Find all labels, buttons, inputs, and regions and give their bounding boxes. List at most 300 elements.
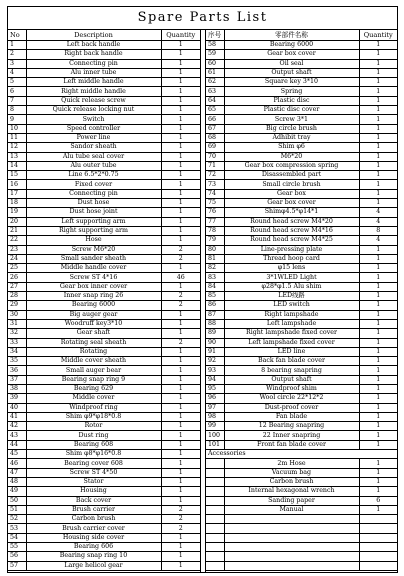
part-quantity: 1 — [161, 161, 200, 170]
part-quantity: 4 — [359, 208, 397, 217]
part-description: Large helicol gear — [26, 561, 161, 570]
empty-cell — [359, 552, 397, 561]
part-quantity: 1 — [161, 533, 200, 542]
part-quantity: 1 — [359, 189, 397, 198]
part-quantity: 1 — [161, 189, 200, 198]
header-quantity: Quantity — [161, 30, 200, 41]
part-quantity: 1 — [161, 68, 200, 77]
part-description: Middle cover — [26, 394, 161, 403]
part-quantity: 1 — [161, 329, 200, 338]
part-number: 66 — [206, 115, 224, 124]
table-row — [8, 533, 200, 542]
part-quantity: 1 — [161, 422, 200, 431]
part-quantity: 1 — [359, 115, 397, 124]
table-row — [206, 254, 397, 263]
part-description: Rotor — [26, 422, 161, 431]
part-quantity: 1 — [161, 171, 200, 180]
part-description: Bearing 629 — [26, 384, 161, 393]
part-description: Brush carrier — [26, 505, 161, 514]
part-number: 68 — [206, 133, 224, 142]
table-row — [206, 78, 397, 87]
part-quantity: 1 — [359, 180, 397, 189]
part-number: 73 — [206, 180, 224, 189]
table-row — [206, 217, 397, 226]
part-description: Hose — [26, 236, 161, 245]
part-number: 81 — [206, 254, 224, 263]
part-quantity: 1 — [161, 282, 200, 291]
part-description: Middle cover sheath — [26, 357, 161, 366]
empty-row — [206, 543, 397, 552]
part-quantity: 4 — [359, 217, 397, 226]
part-quantity: 1 — [359, 133, 397, 142]
part-number: 90 — [206, 338, 224, 347]
part-quantity: 1 — [359, 152, 397, 161]
part-number: 24 — [8, 254, 26, 263]
part-number: 7 — [8, 96, 26, 105]
part-quantity: 1 — [359, 254, 397, 263]
table-row — [206, 366, 397, 375]
part-quantity: 1 — [161, 543, 200, 552]
part-description: Dust-proof cover — [224, 403, 359, 412]
table-row — [8, 282, 200, 291]
table-row — [206, 394, 397, 403]
part-quantity: 1 — [161, 375, 200, 384]
part-quantity: 1 — [161, 152, 200, 161]
accessory-row — [206, 487, 397, 496]
table-row — [8, 319, 200, 328]
part-quantity: 2 — [161, 524, 200, 533]
part-description: Sandor sheath — [26, 143, 161, 152]
part-description: Housing — [26, 487, 161, 496]
table-row — [8, 422, 200, 431]
accessory-description: 2m Hose — [224, 459, 359, 468]
table-row — [206, 50, 397, 59]
part-description: Right middle handle — [26, 87, 161, 96]
table-row — [8, 366, 200, 375]
part-number: 82 — [206, 264, 224, 273]
part-quantity: 1 — [161, 124, 200, 133]
part-quantity: 1 — [359, 310, 397, 319]
part-quantity: 1 — [161, 552, 200, 561]
accessory-quantity: 1 — [359, 505, 397, 514]
page-title: Spare Parts List — [8, 7, 397, 30]
part-description: Gear box cover — [224, 50, 359, 59]
accessory-number — [206, 459, 224, 468]
part-quantity: 1 — [161, 561, 200, 570]
empty-cell — [206, 561, 224, 570]
part-description: Round head screw M4*25 — [224, 236, 359, 245]
empty-cell — [224, 533, 359, 542]
accessory-quantity: 6 — [359, 496, 397, 505]
accessory-row — [206, 459, 397, 468]
table-row — [206, 412, 397, 421]
part-number: 58 — [206, 41, 224, 50]
part-description: Bearing snap ring 10 — [26, 552, 161, 561]
part-quantity: 1 — [359, 422, 397, 431]
part-quantity: 1 — [359, 161, 397, 170]
part-description: Left back handle — [26, 41, 161, 50]
right-parts-table — [206, 30, 397, 571]
table-row — [206, 375, 397, 384]
table-row — [206, 292, 397, 301]
part-number: 38 — [8, 384, 26, 393]
part-description: Windproof shim — [224, 384, 359, 393]
table-row — [206, 403, 397, 412]
empty-cell — [359, 561, 397, 570]
part-number: 41 — [8, 412, 26, 421]
part-quantity: 1 — [359, 106, 397, 115]
part-number: 92 — [206, 357, 224, 366]
part-description: Big circle brush — [224, 124, 359, 133]
table-row — [206, 143, 397, 152]
part-number: 54 — [8, 533, 26, 542]
part-description: Middle handle cover — [26, 264, 161, 273]
part-description: LED switch — [224, 301, 359, 310]
part-quantity: 1 — [161, 487, 200, 496]
table-row — [8, 133, 200, 142]
table-row — [8, 115, 200, 124]
part-quantity: 1 — [359, 245, 397, 254]
table-row — [8, 431, 200, 440]
part-description: Round head screw M4*20 — [224, 217, 359, 226]
table-row — [206, 236, 397, 245]
part-description: Power line — [26, 133, 161, 142]
table-row — [8, 394, 200, 403]
part-description: Inner snap ring 26 — [26, 292, 161, 301]
table-row — [206, 264, 397, 273]
empty-row — [206, 533, 397, 542]
empty-cell — [224, 524, 359, 533]
part-description: Shim φ8*φ16*0.8 — [26, 450, 161, 459]
part-quantity: 1 — [359, 301, 397, 310]
part-description: Gear shaft — [26, 329, 161, 338]
part-description: Fixed cover — [26, 180, 161, 189]
part-description: Screw M6*20 — [26, 245, 161, 254]
part-quantity: 1 — [359, 412, 397, 421]
part-number: 3 — [8, 59, 26, 68]
part-number: 17 — [8, 189, 26, 198]
part-description: M6*20 — [224, 152, 359, 161]
part-quantity: 1 — [161, 468, 200, 477]
header-number: No — [8, 30, 26, 41]
part-quantity: 1 — [359, 282, 397, 291]
accessory-quantity: 1 — [359, 477, 397, 486]
part-quantity: 1 — [359, 347, 397, 356]
part-number: 36 — [8, 366, 26, 375]
part-number: 86 — [206, 301, 224, 310]
empty-cell — [206, 543, 224, 552]
table-row — [206, 115, 397, 124]
part-quantity: 1 — [359, 440, 397, 449]
part-number: 60 — [206, 59, 224, 68]
table-row — [8, 515, 200, 524]
part-description: Brush carrier cover — [26, 524, 161, 533]
table-row — [206, 189, 397, 198]
part-number: 97 — [206, 403, 224, 412]
part-description: Shim φ6 — [224, 143, 359, 152]
part-number: 47 — [8, 468, 26, 477]
part-description: Small sander sheath — [26, 254, 161, 263]
table-row — [206, 68, 397, 77]
part-description: Output shaft — [224, 68, 359, 77]
part-number: 25 — [8, 264, 26, 273]
part-quantity: 1 — [359, 143, 397, 152]
accessory-number — [206, 477, 224, 486]
part-number: 30 — [8, 310, 26, 319]
part-number: 14 — [8, 161, 26, 170]
table-row — [206, 161, 397, 170]
table-row — [8, 161, 200, 170]
part-description: Shim φ9*φ18*0.8 — [26, 412, 161, 421]
part-quantity: 1 — [359, 292, 397, 301]
accessory-number — [206, 496, 224, 505]
table-row — [8, 403, 200, 412]
part-number: 57 — [8, 561, 26, 570]
table-row — [8, 87, 200, 96]
part-quantity: 1 — [161, 496, 200, 505]
empty-cell — [206, 515, 224, 524]
header-description: 零部件名称 — [224, 30, 359, 41]
table-row — [206, 41, 397, 50]
part-quantity: 1 — [359, 338, 397, 347]
part-number: 5 — [8, 78, 26, 87]
accessory-quantity: 1 — [359, 459, 397, 468]
part-number: 79 — [206, 236, 224, 245]
part-number: 32 — [8, 329, 26, 338]
part-quantity: 1 — [161, 59, 200, 68]
part-quantity: 1 — [161, 208, 200, 217]
part-number: 99 — [206, 422, 224, 431]
part-number: 50 — [8, 496, 26, 505]
part-quantity: 1 — [161, 412, 200, 421]
part-description: Back fan blade cover — [224, 357, 359, 366]
part-description: Bearing 6000 — [26, 301, 161, 310]
table-row — [206, 180, 397, 189]
part-quantity: 1 — [359, 124, 397, 133]
part-quantity: 1 — [161, 319, 200, 328]
part-description: Output shaft — [224, 375, 359, 384]
part-description: 12 Bearing snapring — [224, 422, 359, 431]
table-row — [8, 468, 200, 477]
part-description: Gear box cover — [224, 199, 359, 208]
accessory-number — [206, 487, 224, 496]
part-number: 29 — [8, 301, 26, 310]
table-row — [8, 68, 200, 77]
part-number: 20 — [8, 217, 26, 226]
part-description: Right supporting arm — [26, 226, 161, 235]
part-quantity: 1 — [359, 199, 397, 208]
part-quantity: 1 — [161, 143, 200, 152]
table-row — [8, 292, 200, 301]
table-row — [206, 357, 397, 366]
part-number: 45 — [8, 450, 26, 459]
part-quantity: 1 — [161, 87, 200, 96]
part-quantity: 1 — [161, 96, 200, 105]
part-quantity: 1 — [359, 68, 397, 77]
empty-row — [206, 524, 397, 533]
part-description: Oil seal — [224, 59, 359, 68]
accessory-row — [206, 496, 397, 505]
part-description: Quick release screw — [26, 96, 161, 105]
part-quantity: 1 — [359, 96, 397, 105]
part-quantity: 1 — [161, 133, 200, 142]
part-quantity: 1 — [359, 78, 397, 87]
part-description: Bearing 6000 — [224, 41, 359, 50]
part-number: 48 — [8, 477, 26, 486]
empty-cell — [359, 533, 397, 542]
table-row — [8, 384, 200, 393]
table-header-row — [206, 30, 397, 41]
part-description: Dust hose — [26, 199, 161, 208]
part-quantity: 1 — [359, 319, 397, 328]
part-number: 74 — [206, 189, 224, 198]
empty-row — [206, 515, 397, 524]
part-quantity: 1 — [161, 264, 200, 273]
part-number: 69 — [206, 143, 224, 152]
part-quantity: 2 — [161, 254, 200, 263]
table-row — [206, 124, 397, 133]
table-row — [206, 431, 397, 440]
part-quantity: 1 — [161, 199, 200, 208]
part-quantity: 1 — [359, 273, 397, 282]
accessory-quantity: 1 — [359, 468, 397, 477]
part-number: 19 — [8, 208, 26, 217]
part-quantity: 1 — [161, 450, 200, 459]
part-quantity: 2 — [161, 338, 200, 347]
part-quantity: 2 — [161, 292, 200, 301]
part-number: 11 — [8, 133, 26, 142]
table-row — [206, 319, 397, 328]
table-row — [8, 329, 200, 338]
part-number: 63 — [206, 87, 224, 96]
part-number: 76 — [206, 208, 224, 217]
part-number: 94 — [206, 375, 224, 384]
part-description: Switch — [26, 115, 161, 124]
part-quantity: 1 — [161, 366, 200, 375]
table-row — [206, 329, 397, 338]
table-row — [8, 375, 200, 384]
part-quantity: 1 — [161, 217, 200, 226]
part-description: Front fan blade cover — [224, 440, 359, 449]
part-quantity: 1 — [161, 347, 200, 356]
part-description: Line 6.5*2*0.75 — [26, 171, 161, 180]
part-quantity: 1 — [161, 236, 200, 245]
part-quantity: 1 — [161, 459, 200, 468]
part-number: 40 — [8, 403, 26, 412]
table-row — [8, 310, 200, 319]
part-number: 51 — [8, 505, 26, 514]
part-description: Alu tube seal cover — [26, 152, 161, 161]
part-number: 8 — [8, 106, 26, 115]
part-description: Gear box inner cover — [26, 282, 161, 291]
part-number: 52 — [8, 515, 26, 524]
part-number: 44 — [8, 440, 26, 449]
part-quantity: 1 — [161, 431, 200, 440]
table-row — [206, 440, 397, 449]
table-row — [8, 477, 200, 486]
table-row — [8, 143, 200, 152]
empty-cell — [359, 543, 397, 552]
part-number: 23 — [8, 245, 26, 254]
table-row — [8, 505, 200, 514]
accessory-description: Sanding paper — [224, 496, 359, 505]
table-row — [8, 357, 200, 366]
table-row — [8, 459, 200, 468]
part-number: 67 — [206, 124, 224, 133]
part-description: Stator — [26, 477, 161, 486]
table-row — [8, 254, 200, 263]
table-row — [206, 152, 397, 161]
part-quantity: 1 — [161, 310, 200, 319]
table-row — [206, 338, 397, 347]
part-description: Plastic disc — [224, 96, 359, 105]
empty-cell — [206, 533, 224, 542]
table-row — [8, 41, 200, 50]
table-row — [8, 208, 200, 217]
part-description: Right lampshade — [224, 310, 359, 319]
part-description: Quick release locking nut — [26, 106, 161, 115]
part-number: 43 — [8, 431, 26, 440]
part-description: Big auger gear — [26, 310, 161, 319]
part-description: Alu inner tube — [26, 68, 161, 77]
part-description: Gear box compression spring — [224, 161, 359, 170]
part-description: Disassembled part — [224, 171, 359, 180]
accessory-row — [206, 505, 397, 514]
part-quantity: 1 — [161, 115, 200, 124]
part-quantity: 1 — [359, 50, 397, 59]
part-quantity: 1 — [161, 226, 200, 235]
table-row — [206, 199, 397, 208]
table-row — [8, 524, 200, 533]
table-row — [8, 301, 200, 310]
part-quantity: 1 — [161, 357, 200, 366]
part-quantity: 1 — [161, 50, 200, 59]
left-parts-table — [8, 30, 200, 571]
part-number: 2 — [8, 50, 26, 59]
table-row — [8, 106, 200, 115]
part-number: 75 — [206, 199, 224, 208]
table-row — [8, 412, 200, 421]
accessory-description: Manual — [224, 505, 359, 514]
empty-cell — [359, 515, 397, 524]
part-number: 101 — [206, 440, 224, 449]
empty-cell — [224, 543, 359, 552]
spare-parts-sheet — [7, 6, 398, 573]
part-number: 88 — [206, 319, 224, 328]
part-description: Line-pressing plate — [224, 245, 359, 254]
empty-cell — [206, 524, 224, 533]
table-row — [8, 347, 200, 356]
table-row — [8, 496, 200, 505]
part-quantity: 1 — [161, 78, 200, 87]
table-row — [206, 273, 397, 282]
part-quantity: 46 — [161, 273, 200, 282]
part-quantity: 1 — [359, 59, 397, 68]
part-number: 34 — [8, 347, 26, 356]
table-header-row — [8, 30, 200, 41]
accessory-number — [206, 468, 224, 477]
part-description: Shimφ4.5*φ14*1 — [224, 208, 359, 217]
table-row — [206, 87, 397, 96]
part-quantity: 2 — [161, 515, 200, 524]
part-quantity: 8 — [359, 226, 397, 235]
part-description: Right lampshade fixed cover — [224, 329, 359, 338]
part-number: 21 — [8, 226, 26, 235]
part-quantity: 1 — [161, 477, 200, 486]
right-parts-column — [206, 30, 397, 571]
part-number: 77 — [206, 217, 224, 226]
part-number: 18 — [8, 199, 26, 208]
